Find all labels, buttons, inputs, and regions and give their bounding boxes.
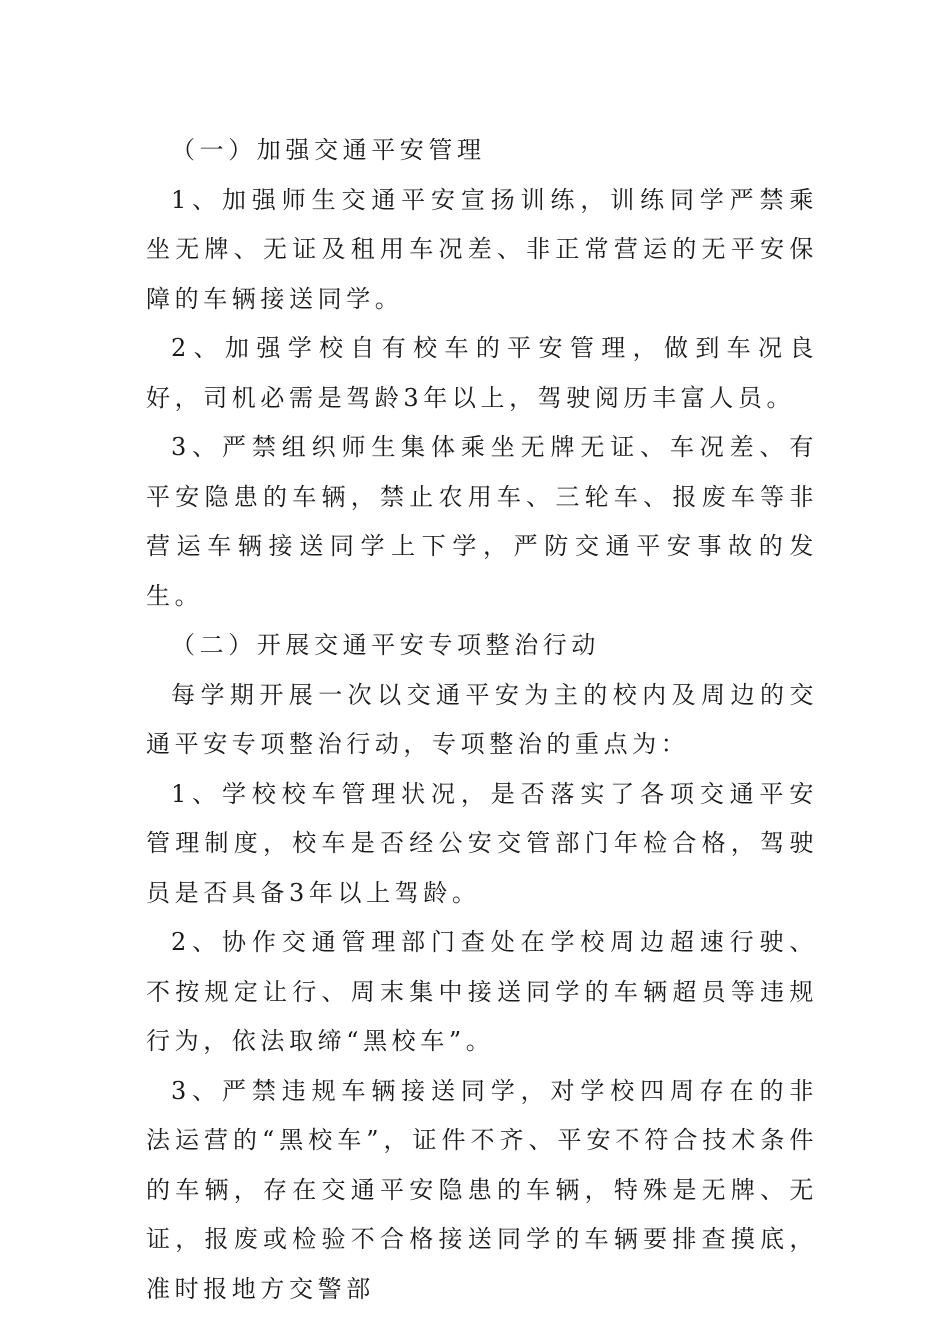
section-heading-1: （一）加强交通平安管理 [171,136,486,164]
paragraph-1: 1、加强师生交通平安宣扬训练，训练同学严禁乘坐无牌、无证及租用车况差、非正常营运的无平安保障的车辆接送同学。 [146,185,818,313]
document-body [146,126,818,1314]
paragraph-4: 每学期开展一次以交通平安为主的校内及周边的交通平安专项整治行动，专项整治的重点为： [146,680,818,758]
paragraph-3: 3、严禁组织师生集体乘坐无牌无证、车况差、有平安隐患的车辆，禁止农用车、三轮车、报废车等非营运车辆接送同学上下学，严防交通平安事故的发生。 [146,433,818,610]
paragraph-7: 3、严禁违规车辆接送同学，对学校四周存在的非法运营的“黑校车”，证件不齐、平安不符合技术条件的车辆，存在交通平安隐患的车辆，特殊是无牌、无证，报废或检验不合格接送同学的车辆要排查摸底，准时报地方交警部 [146,1076,818,1303]
paragraph-2: 2、加强学校自有校车的平安管理，做到车况良好，司机必需是驾龄3年以上，驾驶阅历丰富人员。 [146,334,818,412]
section-heading-2: （二）开展交通平安专项整治行动 [171,631,600,659]
paragraph-5: 1、学校校车管理状况，是否落实了各项交通平安管理制度，校车是否经公安交管部门年检合格，驾驶员是否具备3年以上驾龄。 [146,779,818,907]
paragraph-6: 2、协作交通管理部门查处在学校周边超速行驶、不按规定让行、周末集中接送同学的车辆超员等违规行为，依法取缔“黑校车”。 [146,928,818,1055]
